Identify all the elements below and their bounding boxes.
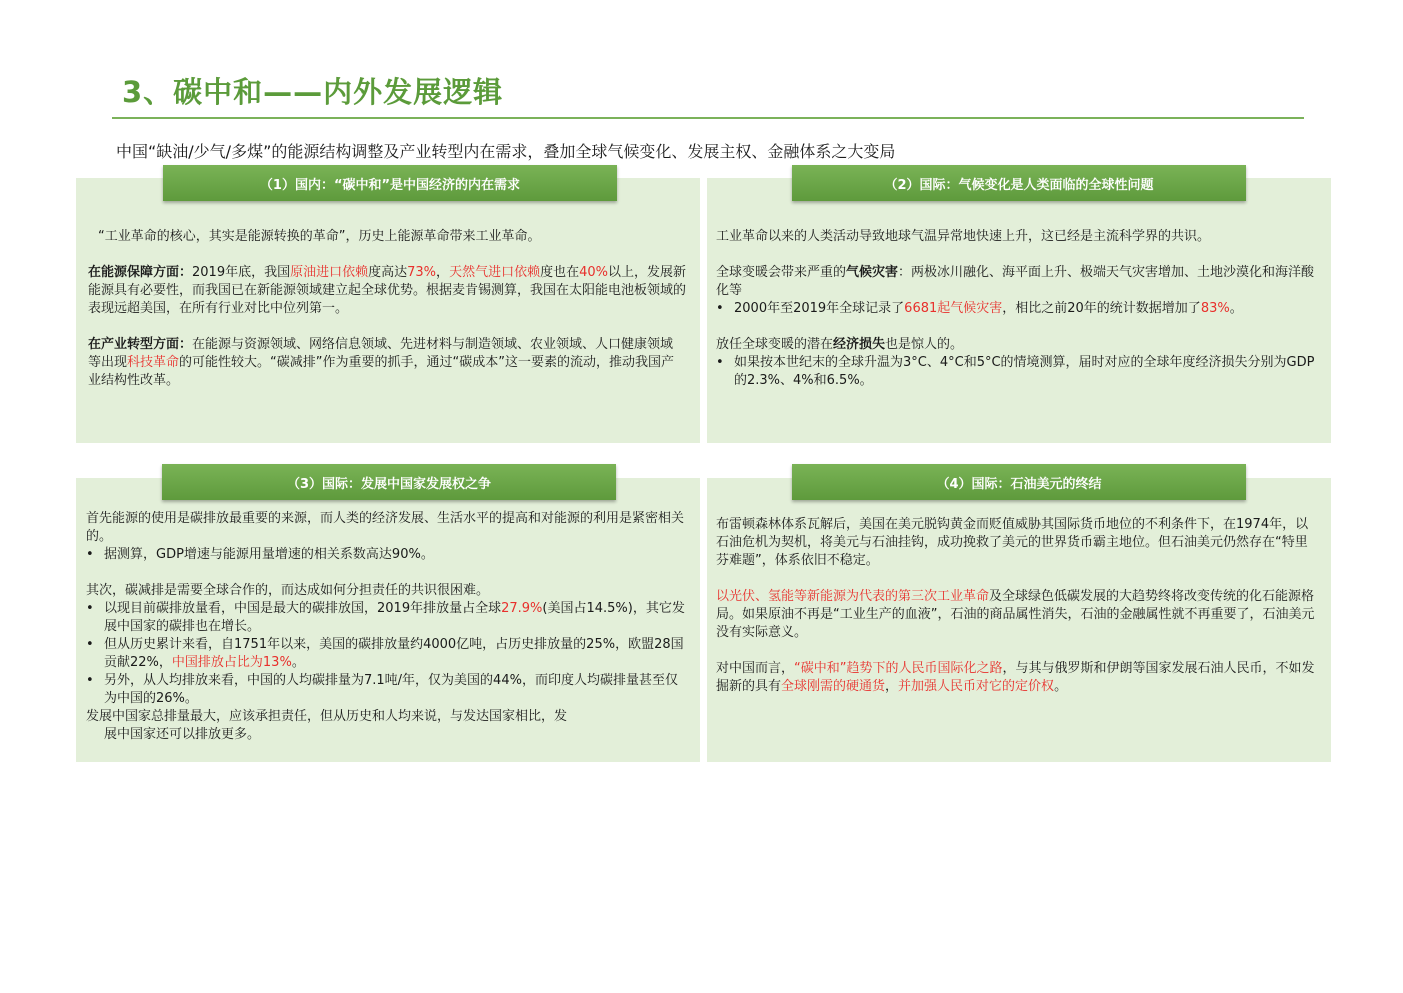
- paragraph: 在能源保障方面：2019年底，我国原油进口依赖度高达73%，天然气进口依赖度也在40%以上，发展新能源具有必要性，而我国已在新能源领域建立起全球优势。根据麦肯锡测算，我国在太阳能电池板领域的表现远超美国，在所有行业对比中位列第一。: [88, 265, 687, 316]
- bullet-item: • 以现目前碳排放量看，中国是最大的碳排放国，2019年排放量占全球27.9%(美国占14.5%)，其它发展中国家的碳排也在增长。: [86, 600, 690, 636]
- paragraph: “工业革命的核心，其实是能源转换的革命”，历史上能源革命带来工业革命。: [98, 229, 541, 244]
- bullet-item: • 据测算，GDP增速与能源用量增速的相关系数高达90%。: [86, 546, 690, 564]
- panel-domestic-header: （1）国内：“碳中和”是中国经济的内在需求: [163, 165, 617, 201]
- bullet-item: • 2000年至2019年全球记录了6681起气候灾害，相比之前20年的统计数据增加了83%。: [716, 300, 1320, 318]
- paragraph: 全球变暖会带来严重的气候灾害：两极冰川融化、海平面上升、极端天气灾害增加、土地沙漠化和海洋酸化等: [716, 265, 1315, 298]
- panel-domestic-body: [88, 228, 686, 390]
- paragraph: 放任全球变暖的潜在经济损失也是惊人的。: [716, 337, 964, 352]
- paragraph: 以光伏、氢能等新能源为代表的第三次工业革命及全球绿色低碳发展的大趋势终将改变传统的化石能源格局。如果原油不再是“工业生产的血液”，石油的商品属性消失，石油的金融属性就不再重要了，石油美元没有实际意义。: [716, 589, 1315, 640]
- title-divider: [112, 117, 1304, 119]
- paragraph: 首先能源的使用是碳排放最重要的来源，而人类的经济发展、生活水平的提高和对能源的利用是紧密相关的。: [86, 511, 685, 544]
- page-subtitle: 中国“缺油/少气/多煤”的能源结构调整及产业转型内在需求，叠加全球气候变化、发展主权、金融体系之大变局: [116, 142, 896, 161]
- paragraph: 对中国而言，“碳中和”趋势下的人民币国际化之路，与其与俄罗斯和伊朗等国家发展石油人民币，不如发掘新的具有全球刚需的硬通货，并加强人民币对它的定价权。: [716, 661, 1315, 694]
- panel-development-rights-body: [86, 510, 690, 744]
- paragraph: 展中国家还可以排放更多。: [104, 727, 261, 742]
- panel-petrodollar-header: （4）国际：石油美元的终结: [792, 464, 1246, 500]
- panel-climate-header: （2）国际：气候变化是人类面临的全球性问题: [792, 165, 1246, 201]
- paragraph: 布雷顿森林体系瓦解后，美国在美元脱钩黄金而贬值威胁其国际货币地位的不利条件下，在1974年，以石油危机为契机，将美元与石油挂钩，成功挽救了美元的世界货币霸主地位。但石油美元仍然存在“特里芬难题”，体系依旧不稳定。: [716, 517, 1309, 568]
- panel-development-rights-header: （3）国际：发展中国家发展权之争: [162, 464, 616, 500]
- paragraph: 工业革命以来的人类活动导致地球气温异常地快速上升，这已经是主流科学界的共识。: [716, 229, 1211, 244]
- paragraph: 发展中国家总排量最大，应该承担责任，但从历史和人均来说，与发达国家相比，发: [86, 709, 568, 724]
- page-title: 3、碳中和——内外发展逻辑: [122, 75, 504, 109]
- panel-petrodollar-body: [716, 516, 1320, 696]
- bullet-item: • 如果按本世纪末的全球升温为3°C、4°C和5°C的情境测算，届时对应的全球年度经济损失分别为GDP的2.3%、4%和6.5%。: [716, 354, 1320, 390]
- paragraph: 在产业转型方面：在能源与资源领域、网络信息领域、先进材料与制造领域、农业领域、人口健康领域等出现科技革命的可能性较大。“碳减排”作为重要的抓手，通过“碳成本”这一要素的流动，推动我国产业结构性改革。: [88, 337, 674, 388]
- bullet-item: • 但从历史累计来看，自1751年以来，美国的碳排放量约4000亿吨，占历史排放量的25%，欧盟28国贡献22%，中国排放占比为13%。: [86, 636, 690, 672]
- bullet-item: • 另外，从人均排放来看，中国的人均碳排量为7.1吨/年，仅为美国的44%，而印度人均碳排量甚至仅为中国的26%。: [86, 672, 690, 708]
- paragraph: 其次，碳减排是需要全球合作的，而达成如何分担责任的共识很困难。: [86, 583, 490, 598]
- panel-climate-body: [716, 228, 1320, 390]
